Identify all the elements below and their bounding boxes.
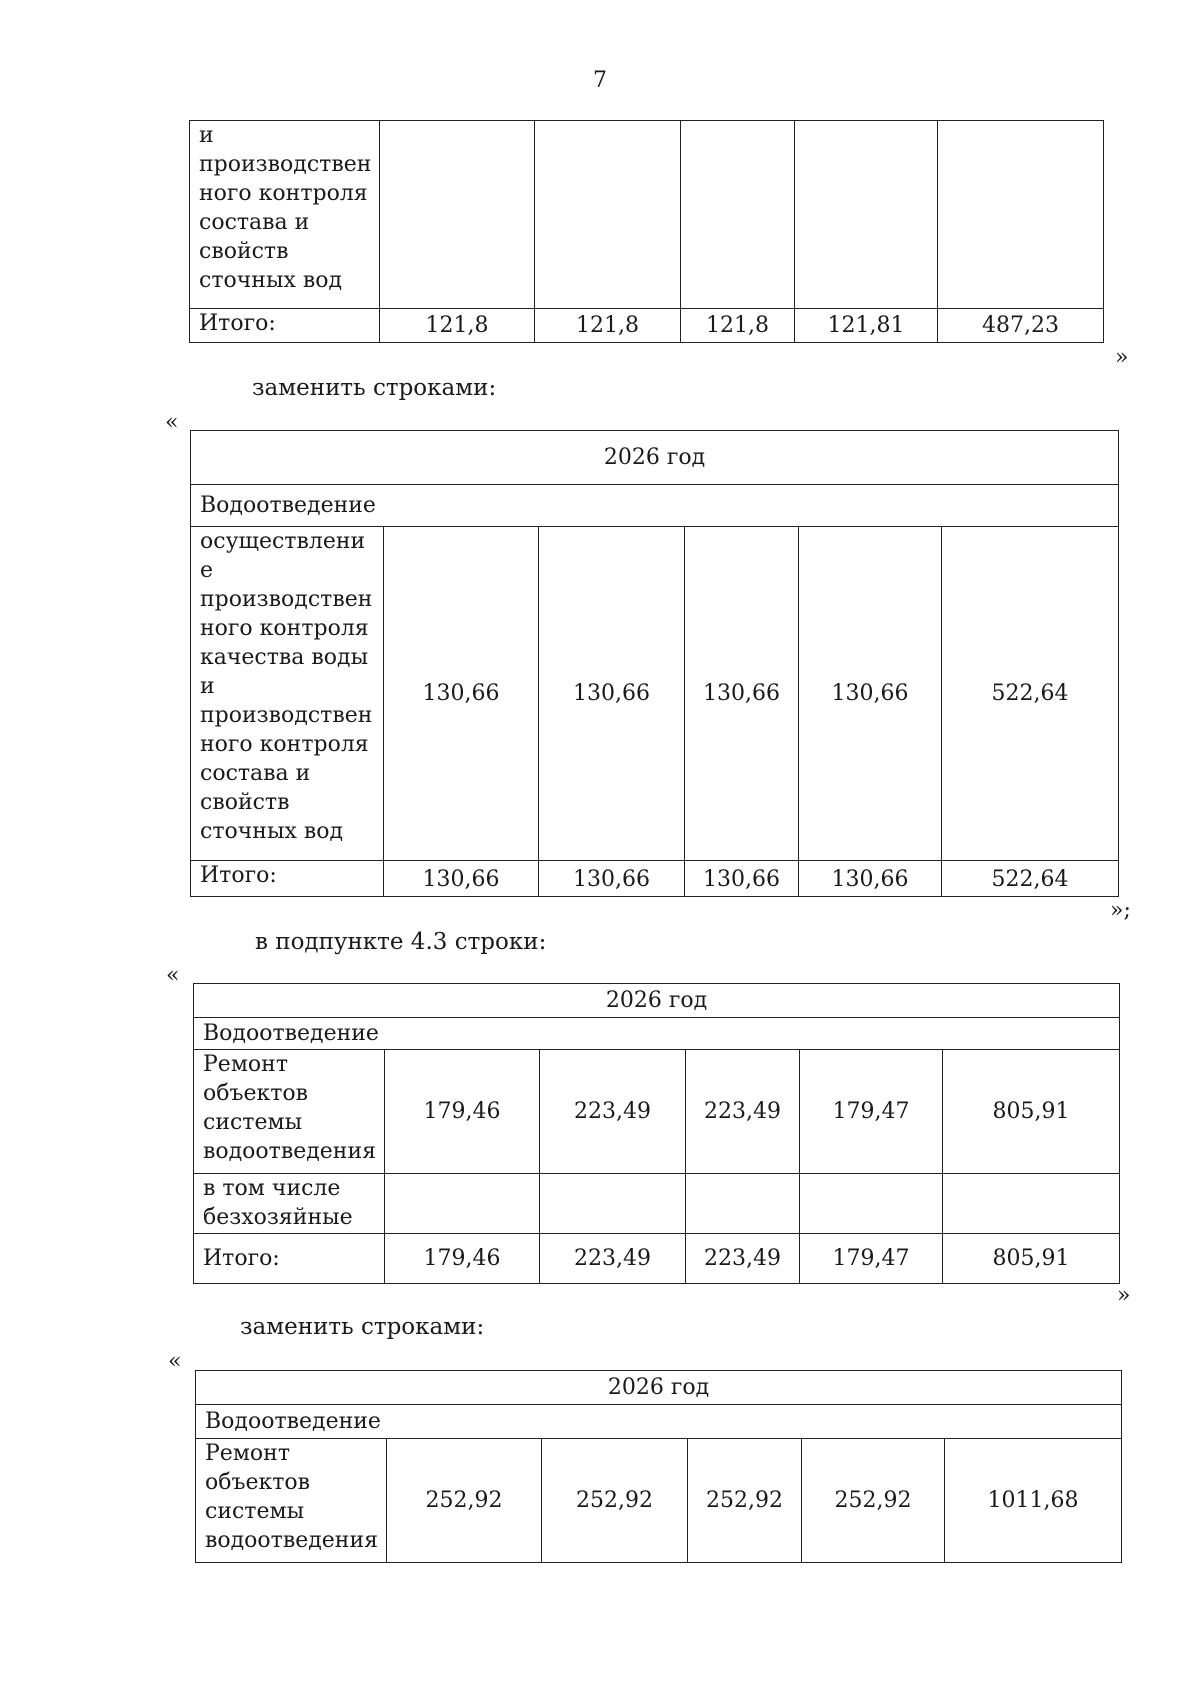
- value-cell: 252,92: [387, 1439, 542, 1563]
- total-value: 130,66: [685, 861, 799, 897]
- total-row: [190, 309, 1104, 343]
- value-cell: 130,66: [685, 527, 799, 861]
- close-quote: »;: [1110, 898, 1131, 923]
- section-row: [191, 485, 1119, 527]
- total-value: 179,46: [385, 1234, 540, 1284]
- empty-cell: [938, 121, 1104, 309]
- instruction-text: заменить строками:: [252, 375, 497, 401]
- value-cell: 130,66: [539, 527, 685, 861]
- total-value: 179,47: [800, 1234, 943, 1284]
- total-label: Итого:: [191, 861, 384, 897]
- value-cell: 1011,68: [945, 1439, 1122, 1563]
- empty-cell: [686, 1174, 800, 1234]
- empty-cell: [800, 1174, 943, 1234]
- open-quote: «: [166, 963, 180, 988]
- total-value: 121,8: [380, 309, 535, 343]
- section-header: Водоотведение: [191, 485, 1119, 527]
- empty-cell: [795, 121, 938, 309]
- total-value: 522,64: [942, 861, 1119, 897]
- total-value: 223,49: [540, 1234, 686, 1284]
- value-cell: 252,92: [542, 1439, 688, 1563]
- table-replacement-1: [190, 430, 1119, 897]
- year-header: 2026 год: [191, 431, 1119, 485]
- value-cell: 223,49: [686, 1050, 800, 1174]
- total-value: 130,66: [539, 861, 685, 897]
- close-quote: »: [1115, 345, 1129, 370]
- row-label: Ремонт объектов системы водоотведения: [194, 1050, 385, 1174]
- table-row: [194, 1174, 1120, 1234]
- row-label: Ремонт объектов системы водоотведения: [196, 1439, 387, 1563]
- total-value: 130,66: [384, 861, 539, 897]
- total-row: [194, 1234, 1120, 1284]
- table-row: [196, 1439, 1122, 1563]
- year-header: 2026 год: [194, 984, 1120, 1018]
- page-number: 7: [593, 68, 607, 93]
- year-row: [196, 1371, 1122, 1405]
- total-label: Итого:: [194, 1234, 385, 1284]
- empty-cell: [535, 121, 681, 309]
- total-value: 487,23: [938, 309, 1104, 343]
- value-cell: 130,66: [799, 527, 942, 861]
- empty-cell: [943, 1174, 1120, 1234]
- value-cell: 130,66: [384, 527, 539, 861]
- section-row: [194, 1018, 1120, 1050]
- table-continuation: [189, 120, 1104, 343]
- section-header: Водоотведение: [196, 1405, 1122, 1439]
- value-cell: 805,91: [943, 1050, 1120, 1174]
- empty-cell: [540, 1174, 686, 1234]
- value-cell: 179,47: [800, 1050, 943, 1174]
- row-label: осуществлени е производствен ного контроля качества воды и производствен ного контроля состава и свойств сточных вод: [191, 527, 384, 861]
- empty-cell: [380, 121, 535, 309]
- value-cell: 252,92: [688, 1439, 802, 1563]
- total-value: 130,66: [799, 861, 942, 897]
- total-label: Итого:: [190, 309, 380, 343]
- row-label: и производствен ного контроля состава и свойств сточных вод: [190, 121, 380, 309]
- total-value: 121,8: [535, 309, 681, 343]
- value-cell: 252,92: [802, 1439, 945, 1563]
- sub-row-label: в том числе безхозяйные: [194, 1174, 385, 1234]
- total-value: 805,91: [943, 1234, 1120, 1284]
- total-value: 223,49: [686, 1234, 800, 1284]
- table-row: [191, 527, 1119, 861]
- year-header: 2026 год: [196, 1371, 1122, 1405]
- section-row: [196, 1405, 1122, 1439]
- total-value: 121,8: [681, 309, 795, 343]
- table-original-4-3: [193, 983, 1120, 1284]
- empty-cell: [681, 121, 795, 309]
- open-quote: «: [165, 410, 179, 435]
- value-cell: 223,49: [540, 1050, 686, 1174]
- open-quote: «: [168, 1349, 182, 1374]
- table-row: [190, 121, 1104, 309]
- section-header: Водоотведение: [194, 1018, 1120, 1050]
- instruction-text: в подпункте 4.3 строки:: [255, 929, 547, 955]
- table-replacement-2: [195, 1370, 1122, 1563]
- empty-cell: [385, 1174, 540, 1234]
- value-cell: 179,46: [385, 1050, 540, 1174]
- table-row: [194, 1050, 1120, 1174]
- year-row: [194, 984, 1120, 1018]
- close-quote: »: [1117, 1283, 1131, 1308]
- total-row: [191, 861, 1119, 897]
- year-row: [191, 431, 1119, 485]
- value-cell: 522,64: [942, 527, 1119, 861]
- total-value: 121,81: [795, 309, 938, 343]
- instruction-text: заменить строками:: [240, 1314, 485, 1340]
